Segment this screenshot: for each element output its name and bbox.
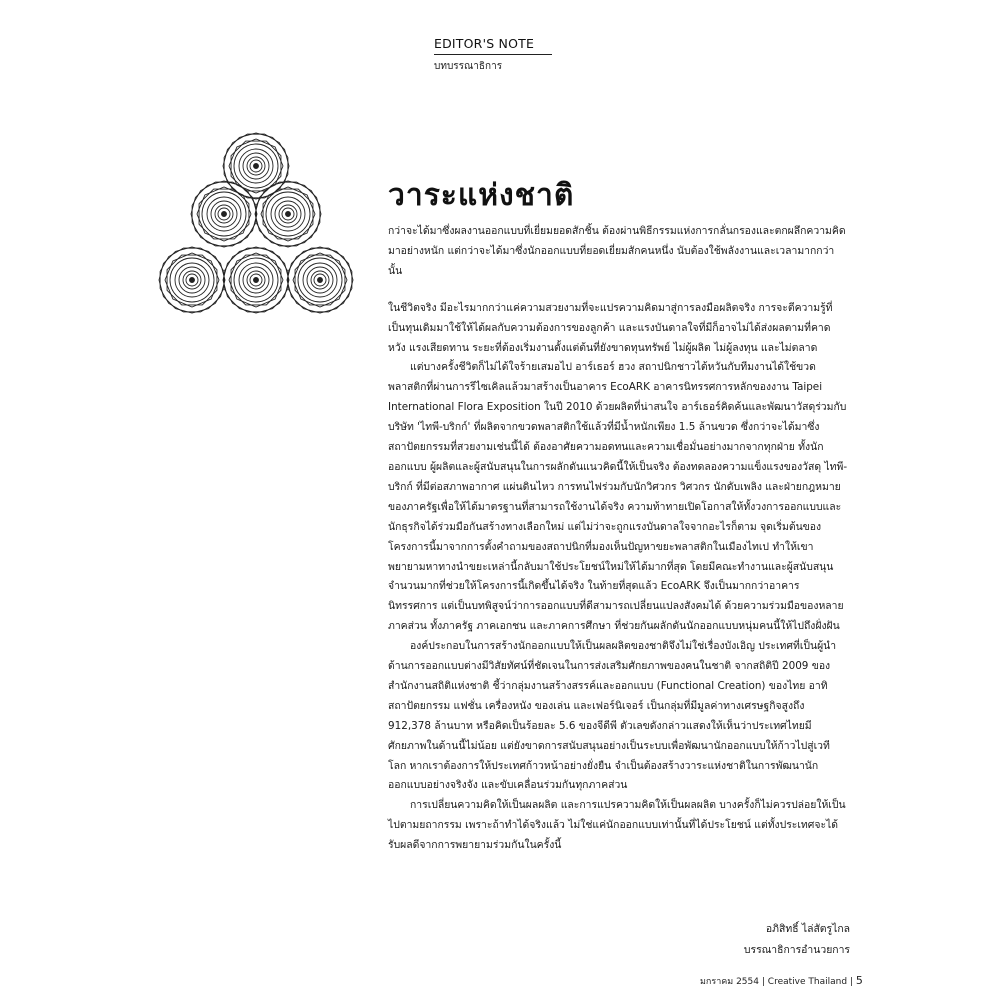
signature-role: บรรณาธิการอำนวยการ — [743, 944, 850, 956]
ornament-ring — [222, 212, 227, 217]
body-paragraph-3: องค์ประกอบในการสร้างนักออกแบบให้เป็นผลผลิตของชาติจึงไม่ใช่เรื่องบังเอิญ ประเทศที่เป็นผู้นำด้านการออกแบบต่างมีวิสัยทัศน์ที่ชัดเจนในการส่งเสริมศักยภาพของคนในชาติ จากสถิติปี 2009 ของสำนักงานสถิติแห่งชาติ ชี้ว่ากลุ่มงานสร้างสรรค์และออกแบบ (Functional Creation) ของไทย อาทิ สถาปัตยกรรม แฟชั่น เครื่องหนัง ของเล่น และเฟอร์นิเจอร์ เป็นกลุ่มที่มีมูลค่าทางเศรษฐกิจสูงถึง 912,378 ล้านบาท หรือคิดเป็นร้อยละ 5.6 ของจีดีพี ตัวเลขดังกล่าวแสดงให้เห็นว่าประเทศไทยมีศักยภาพในด้านนี้ไม่น้อย แต่ยังขาดการสนับสนุนอย่างเป็นระบบเพื่อพัฒนานักออกแบบให้ก้าวไปสู่เวทีโลก หากเราต้องการให้ประเทศก้าวหน้าอย่างยั่งยืน จำเป็นต้องสร้างวาระแห่งชาติในการพัฒนานักออกแบบอย่างจริงจัง และขับเคลื่อนร่วมกันทุกภาคส่วน — [388, 640, 837, 792]
body-paragraph-1: ในชีวิตจริง มีอะไรมากกว่าแค่ความสวยงามที่จะแปรความคิดมาสู่การลงมือผลิตจริง การจะตีความรู้ที่เป็นทุนเดิมมาใช้ให้ได้ผลกับความต้องการของลูกค้า และแรงบันดาลใจที่มีก็อาจไม่ได้ส่งผลตามที่คาดหวัง แรงเสียดทาน ระยะที่ต้องเริ่มงานตั้งแต่ต้นที่ยังขาดทุนทรัพย์ ไม่ผู้ผลิต ไม่ผู้ลงทุน และไม่ตลาด — [388, 301, 833, 354]
ornament-ring — [254, 278, 259, 283]
page-title: วาระแห่งชาติ — [388, 178, 575, 213]
header-rule — [434, 54, 552, 55]
footer-separator-2: | — [849, 977, 853, 987]
page-number: 5 — [855, 974, 863, 987]
ornament-ring — [286, 212, 291, 217]
ornament-ring — [254, 164, 259, 169]
page-footer — [700, 974, 863, 988]
lead-paragraph: กว่าจะได้มาซึ่งผลงานออกแบบที่เยี่ยมยอดสักชิ้น ต้องผ่านพิธีกรรมแห่งการกลั่นกรองและตกผลึกความคิดมาอย่างหนัก แต่กว่าจะได้มาซึ่งนักออกแบบที่ยอดเยี่ยมสักคนหนึ่ง นับต้องใช้พลังงานและเวลามากกว่านั้น — [388, 225, 846, 277]
rosette-ornament-icon — [152, 132, 360, 328]
ornament-ring — [190, 278, 195, 283]
body-paragraph-2: แต่บางครั้งชีวิตก็ไม่ได้ใจร้ายเสมอไป อาร์เธอร์ ฮวง สถาปนิกชาวไต้หวันกับทีมงานได้ใช้ขวดพลาสติกที่ผ่านการรีไซเคิลแล้วมาสร้างเป็นอาคาร EcoARK อาคารนิทรรศการหลักของงาน Taipei International Flora Exposition ในปี 2010 ด้วยผลิตที่น่าสนใจ อาร์เธอร์คิดค้นและพัฒนาวัสดุร่วมกับบริษัท 'ไทพี-บริกก์' ที่ผลิตจากขวดพลาสติกใช้แล้วที่มีน้ำหนักเพียง 1.5 ล้านขวด ซึ่งกว่าจะได้มาซึ่งสถาปัตยกรรมที่สวยงามเช่นนี้ได้ ต้องอาศัยความอดทนและความเชื่อมั่นอย่างมากจากทุกฝ่าย ทั้งนักออกแบบ ผู้ผลิตและผู้สนับสนุนในการผลักดันแนวคิดนี้ให้เป็นจริง ต้องทดลองความแข็งแรงของวัสดุ ไทพี-บริกก์ ที่มีต่อสภาพอากาศ แผ่นดินไหว การทนไฟร่วมกับนักวิศวกร วิศวกร นักดับเพลิง และฝ่ายกฎหมายของภาครัฐเพื่อให้ได้มาตรฐานที่สามารถใช้งานได้จริง ความท้าทายเปิดโอกาสให้ทั้งวงการออกแบบและนักธุรกิจได้ร่วมมือกันสร้างทางเลือกใหม่ แต่ไม่ว่าจะถูกแรงบันดาลใจจากอะไรก็ตาม จุดเริ่มต้นของโครงการนี้มาจากการตั้งคำถามของสถาปนิกที่มองเห็นปัญหาขยะพลาสติกในเมืองไทเป ทำให้เขาพยายามหาทางนำขยะเหล่านี้กลับมาใช้ประโยชน์ใหม่ให้ได้มากที่สุด โดยมีคณะทำงานและผู้สนับสนุนจำนวนมากที่ช่วยให้โครงการนี้เกิดขึ้นได้จริง ในท้ายที่สุดแล้ว EcoARK จึงเป็นมากกว่าอาคารนิทรรศการ แต่เป็นบทพิสูจน์ว่าการออกแบบที่ดีสามารถเปลี่ยนแปลงสังคมได้ ด้วยความร่วมมือของหลายภาคส่วน ทั้งภาครัฐ ภาคเอกชน และภาคการศึกษา ที่ช่วยกันผลักดันนักออกแบบหนุ่มคนนี้ให้ไปถึงฝั่งฝัน — [388, 361, 848, 633]
footer-separator: | — [761, 977, 765, 987]
body-paragraph-4: การเปลี่ยนความคิดให้เป็นผลผลิต และการแปรความคิดให้เป็นผลผลิต บางครั้งก็ไม่ควรปล่อยให้เป็นไปตามยถากรรม เพราะถ้าทำได้จริงแล้ว ไม่ใช่แค่นักออกแบบเท่านั้นที่ได้ประโยชน์ แต่ทั้งประเทศจะได้รับผลดีจากการพยายามร่วมกันในครั้งนี้ — [388, 799, 846, 852]
ornament-ring — [318, 278, 323, 283]
signature-name: อภิสิทธิ์ ไล่สัตรูไกล — [765, 923, 850, 935]
article-body — [388, 222, 848, 856]
section-sublabel: บทบรรณาธิการ — [434, 61, 503, 72]
section-label: EDITOR'S NOTE — [434, 36, 535, 51]
magazine-name: Creative Thailand — [767, 977, 848, 987]
editors-note-header — [434, 36, 584, 74]
issue-date: มกราคม 2554 — [700, 977, 759, 987]
